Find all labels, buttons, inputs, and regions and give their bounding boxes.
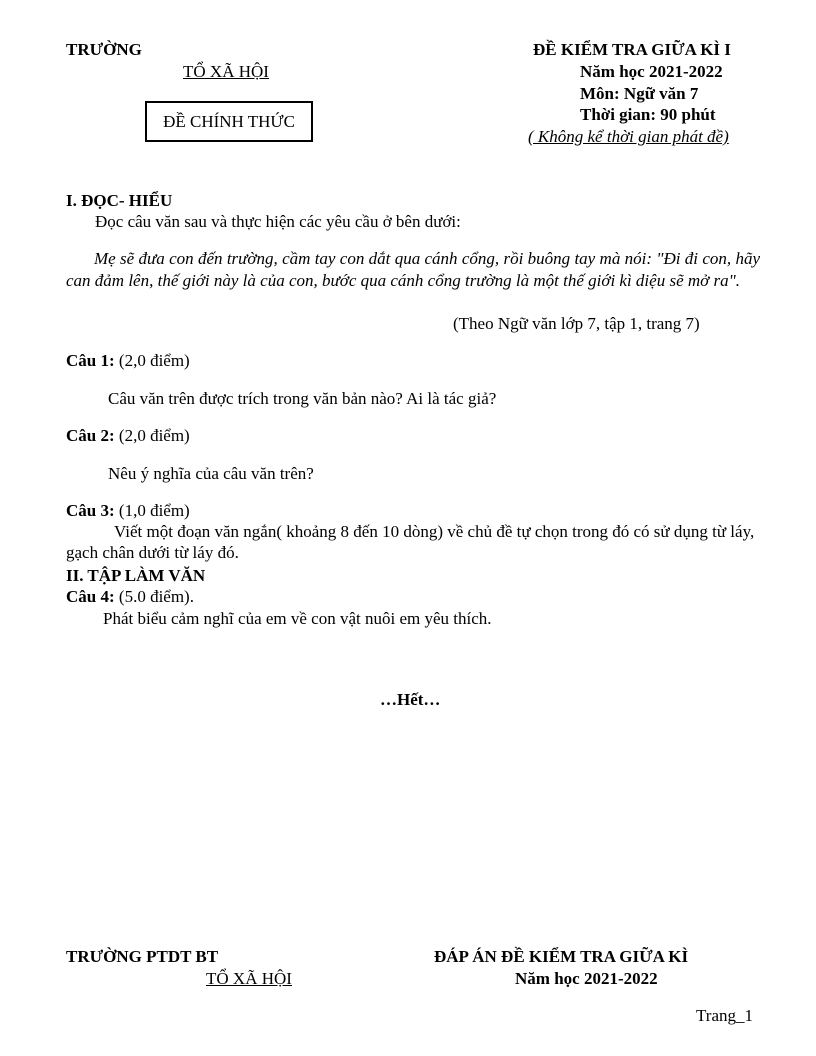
question-4-label: Câu 4:: [66, 587, 115, 606]
question-4-header: [66, 586, 194, 607]
answer-department-name: TỔ XÃ HỘI: [206, 969, 292, 988]
question-2-header: [66, 425, 190, 446]
official-label: ĐỀ CHÍNH THỨC: [163, 112, 295, 131]
section-reading-title: I. ĐỌC- HIỂU: [66, 191, 173, 210]
duration-note: ( Không kể thời gian phát đề): [528, 127, 729, 146]
section-writing-title: II. TẬP LÀM VĂN: [66, 566, 206, 585]
question-4-points: (5.0 điểm).: [114, 587, 194, 606]
exam-duration: Thời gian: 90 phút: [580, 105, 716, 124]
department-name: TỔ XÃ HỘI: [183, 62, 269, 81]
exam-title: ĐỀ KIỂM TRA GIỮA KÌ I: [533, 40, 731, 59]
question-3-header: [66, 500, 190, 521]
school-year: Năm học 2021-2022: [580, 62, 723, 81]
official-stamp-box: [145, 101, 313, 142]
question-4-text: Phát biểu cảm nghĩ của em về con vật nuôi em yêu thích.: [103, 609, 492, 628]
subject: Môn: Ngữ văn 7: [580, 84, 699, 103]
end-mark: …Hết…: [380, 690, 441, 709]
question-1-points: (2,0 điểm): [114, 351, 190, 370]
school-name: TRƯỜNG: [66, 40, 142, 59]
question-2-label: Câu 2:: [66, 426, 115, 445]
question-3-points: (1,0 điểm): [114, 501, 190, 520]
answer-school-year: Năm học 2021-2022: [515, 969, 658, 988]
answer-title: ĐÁP ÁN ĐỀ KIỂM TRA GIỮA KÌ: [434, 947, 689, 966]
question-2-text: Nêu ý nghĩa của câu văn trên?: [108, 464, 314, 483]
question-2-points: (2,0 điểm): [114, 426, 190, 445]
reading-instruction: Đọc câu văn sau và thực hiện các yêu cầu ở bên dưới:: [95, 212, 461, 231]
page-number: Trang_1: [696, 1006, 753, 1025]
question-1-label: Câu 1:: [66, 351, 115, 370]
question-3-text: Viết một đoạn văn ngắn( khoảng 8 đến 10 dòng) về chủ đề tự chọn trong đó có sử dụng từ láy, gạch chân dưới từ láy đó.: [66, 522, 755, 562]
question-1-header: [66, 350, 190, 371]
quote-source: (Theo Ngữ văn lớp 7, tập 1, trang 7): [453, 314, 700, 333]
reading-quote: Mẹ sẽ đưa con đến trường, cầm tay con dắt qua cánh cổng, rồi buông tay mà nói: "Đi đi con, hãy can đảm lên, thế giới này là của con, bước qua cánh cổng trường là một thế giới kì diệu sẽ mở ra".: [66, 249, 760, 290]
answer-school-name: TRƯỜNG PTDT BT: [66, 947, 219, 966]
question-3-label: Câu 3:: [66, 501, 115, 520]
question-1-text: Câu văn trên được trích trong văn bản nào? Ai là tác giả?: [108, 389, 497, 408]
